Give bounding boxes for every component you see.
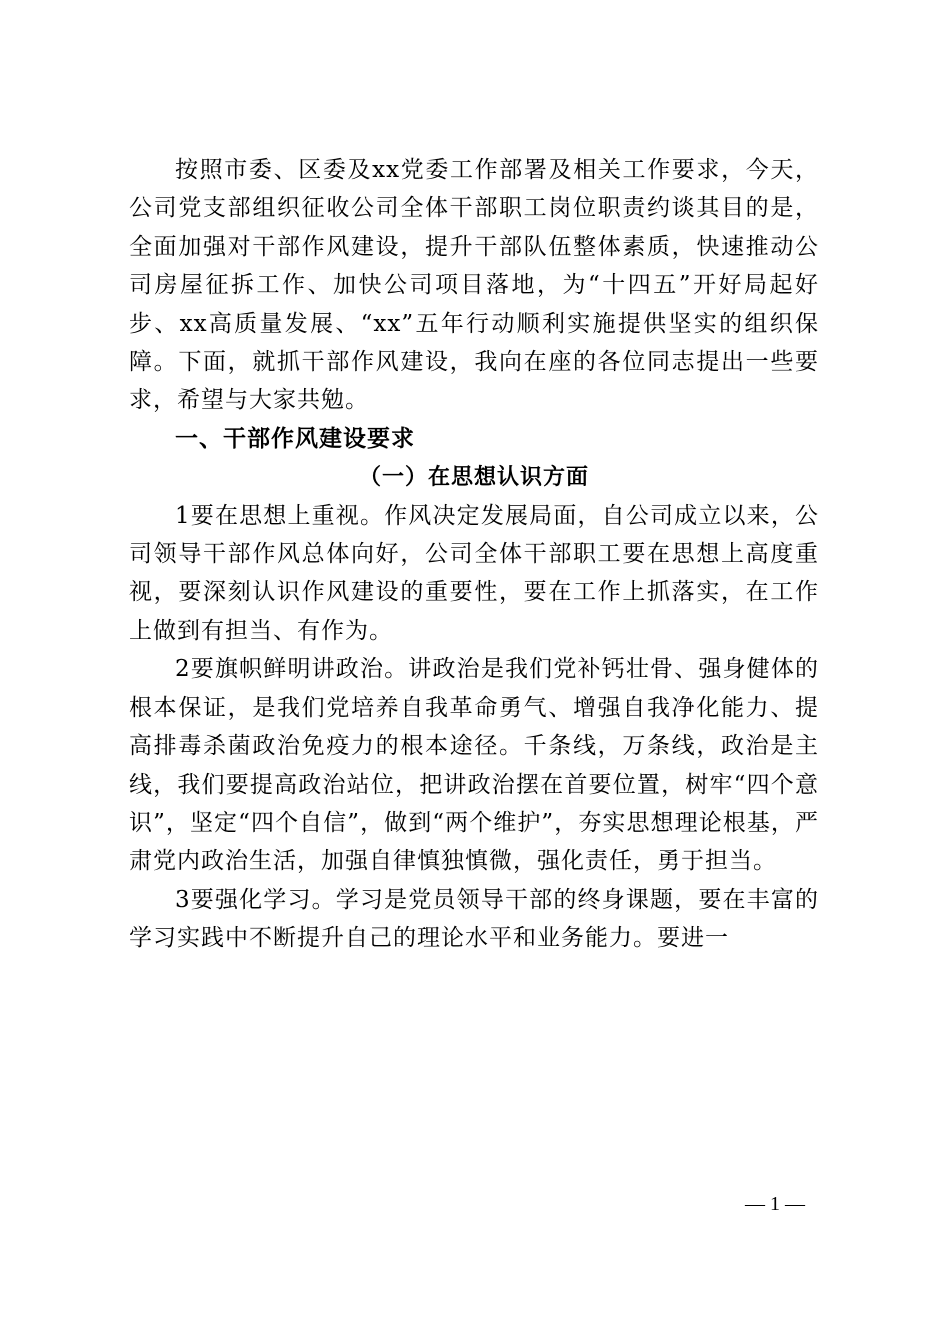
section-heading: 一、干部作风建设要求 — [175, 425, 415, 452]
item-paragraph-3: 3要强化学习。学习是党员领导干部的终身课题，要在丰富的学习实践中不断提升自己的理论水平和业务能力。要进一 — [129, 886, 819, 952]
item-paragraph-1: 1要在思想上重视。作风决定发展局面，自公司成立以来，公司领导干部作风总体向好，公司全体干部职工要在思想上高度重视，要深刻认识作风建设的重要性，要在工作上抓落实，在工作上做到有担当、有作为。 — [129, 502, 819, 644]
item-paragraph-2: 2要旗帜鲜明讲政治。讲政治是我们党补钙壮骨、强身健体的根本保证，是我们党培养自我革命勇气、增强自我净化能力、提高排毒杀菌政治免疫力的根本途径。千条线，万条线，政治是主线，我们要提高政治站位，把讲政治摆在首要位置，树牢“四个意识”，坚定“四个自信”，做到“两个维护”，夯实思想理论根基，严肃党内政治生活，加强自律慎独慎微，强化责任，勇于担当。 — [129, 656, 819, 875]
intro-paragraph: 按照市委、区委及xx党委工作部署及相关工作要求，今天，公司党支部组织征收公司全体干部职工岗位职责约谈其目的是，全面加强对干部作风建设，提升干部队伍整体素质，快速推动公司房屋征拆工作、加快公司项目落地，为“十四五”开好局起好步、xx高质量发展、“xx”五年行动顺利实施提供坚实的组织保障。下面，就抓干部作风建设，我向在座的各位同志提出一些要求，希望与大家共勉。 — [129, 157, 819, 414]
body-text — [129, 151, 819, 958]
page-number: — 1 — — [745, 1193, 805, 1215]
subsection-heading: （一）在思想认识方面 — [358, 464, 589, 491]
